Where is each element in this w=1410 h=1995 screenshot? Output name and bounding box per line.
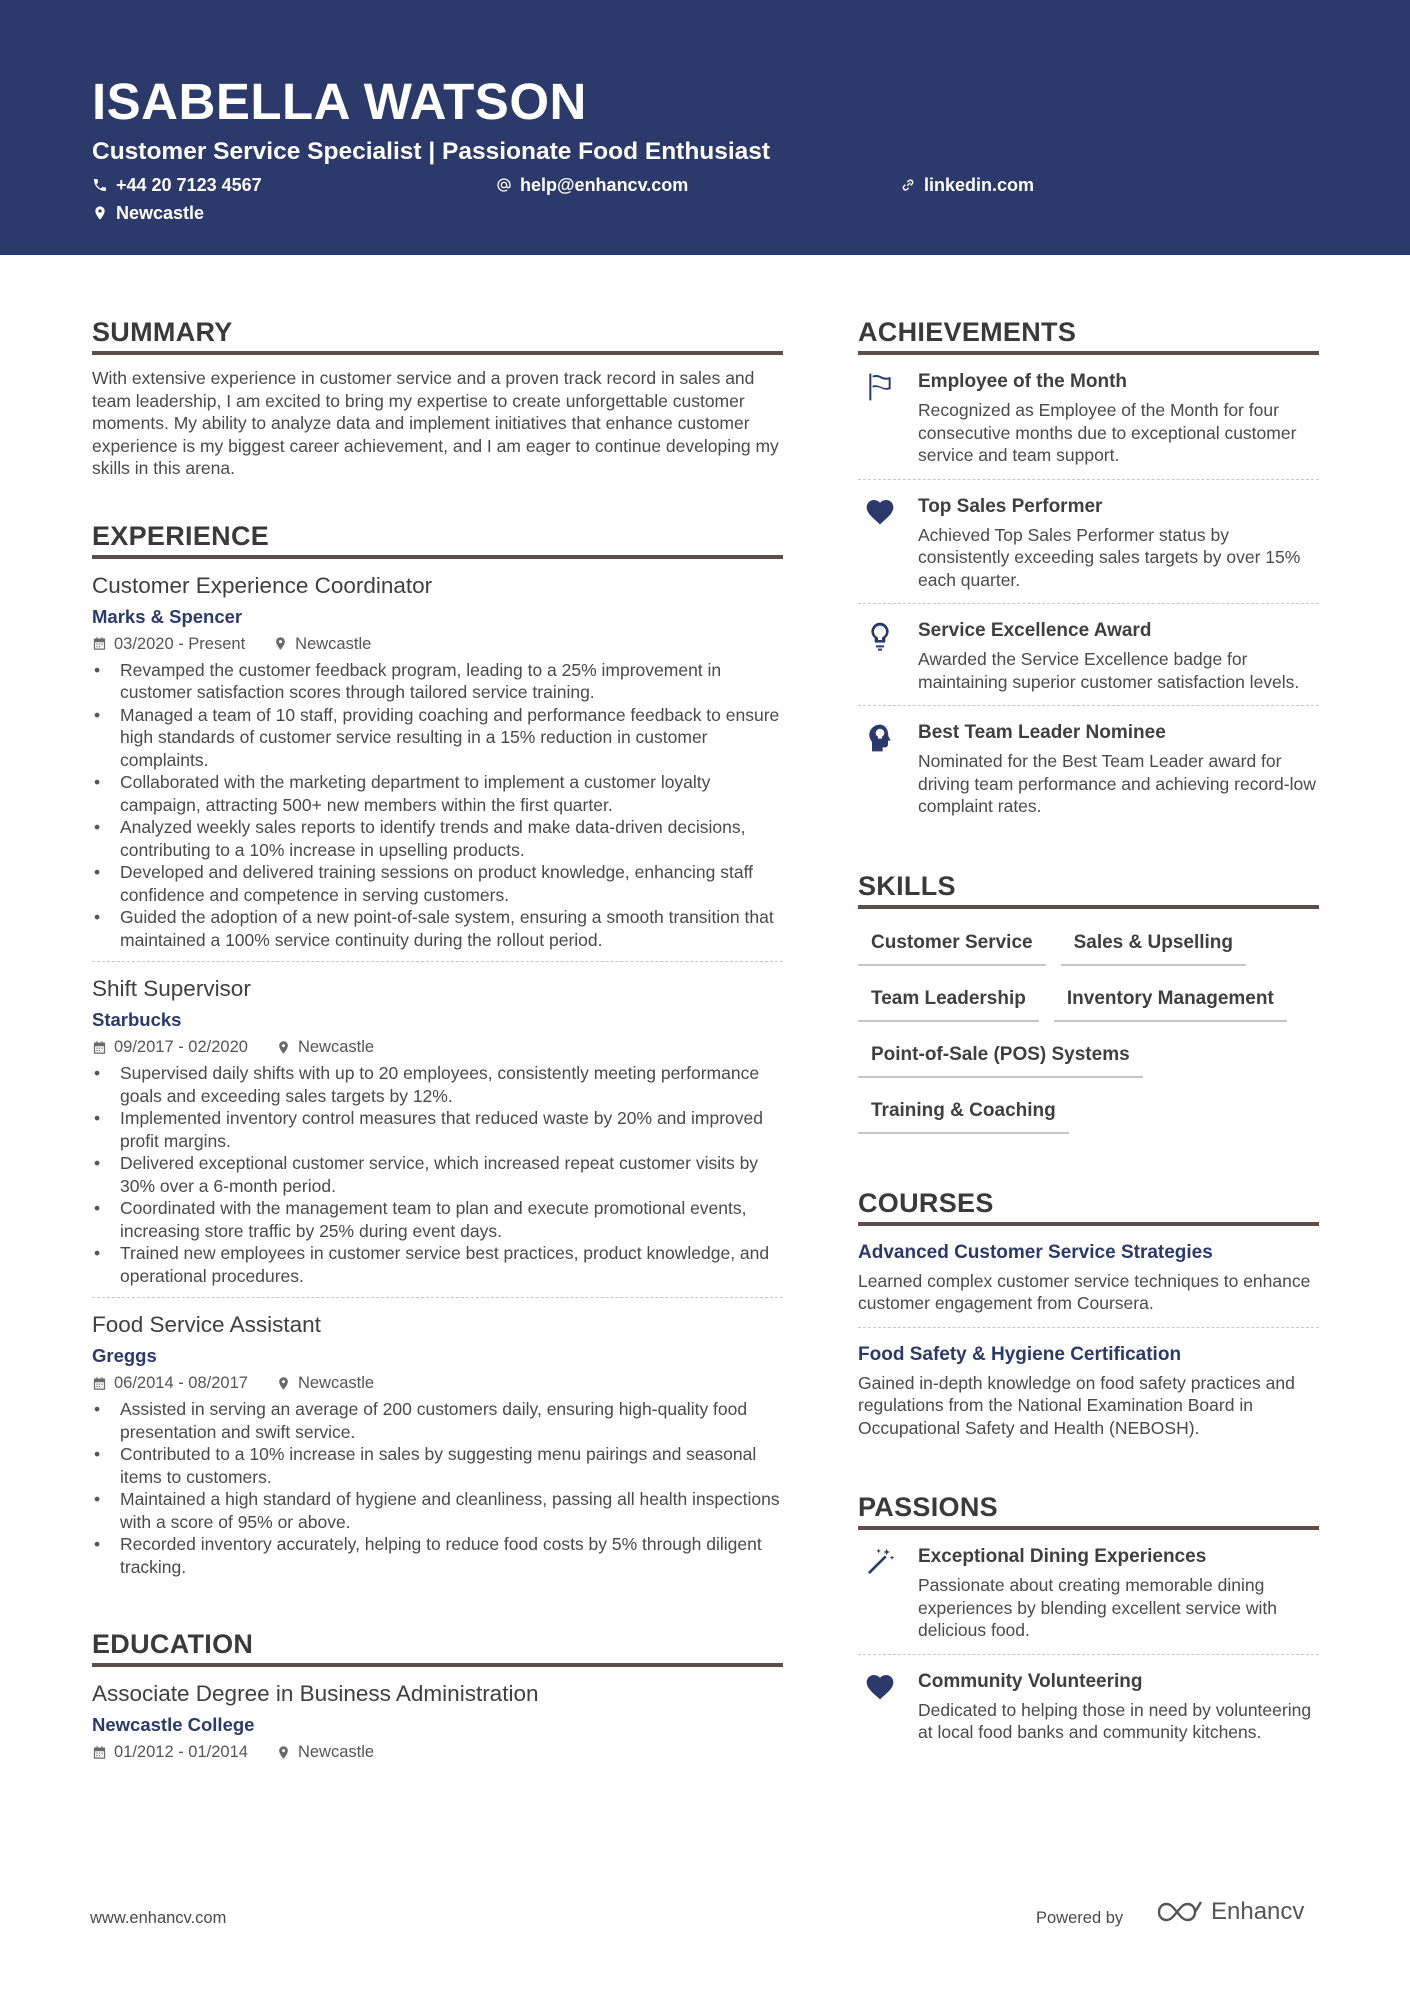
enhancv-brand-text: Enhancv [1211, 1898, 1305, 1925]
phone-icon [92, 177, 108, 193]
magic-wand-icon [864, 1546, 896, 1578]
achievement-desc: Achieved Top Sales Performer status by consistently exceeding sales targets by over 15% each quarter. [918, 524, 1301, 590]
job-dates-text: 09/2017 - 02/2020 [114, 1038, 248, 1056]
passion-icon-wrap [858, 1544, 918, 1642]
location-text: Newcastle [116, 203, 205, 223]
job-title: Customer Experience Coordinator [92, 572, 433, 598]
education-dates [92, 1741, 248, 1763]
achievement-title: Best Team Leader Nominee [918, 722, 1166, 743]
job-dates-text: 03/2020 - Present [114, 634, 246, 653]
job-bullets [92, 659, 783, 952]
education-dates-text: 01/2012 - 01/2014 [114, 1743, 248, 1761]
summary-section [92, 316, 783, 480]
school-name: Newcastle College [92, 1714, 255, 1735]
candidate-subtitle: Customer Service Specialist | Passionate Food Enthusiast [92, 138, 771, 165]
company-name: Greggs [92, 1345, 157, 1366]
passions-section [858, 1491, 1319, 1756]
passion-item [858, 1655, 1319, 1756]
company-name: Marks & Spencer [92, 605, 243, 627]
job-entry [92, 962, 783, 1298]
link-icon [900, 177, 916, 193]
achievement-item [858, 480, 1319, 605]
courses-title: COURSES [858, 1187, 1319, 1226]
skills-title: SKILLS [858, 870, 1319, 909]
heart-icon [864, 1671, 896, 1703]
experience-section [92, 520, 783, 1589]
job-meta [92, 1036, 783, 1058]
skill-tag: Training & Coaching [858, 1091, 1069, 1134]
job-entry [92, 559, 783, 963]
candidate-name: ISABELLA WATSON [92, 73, 587, 130]
contact-email[interactable] [496, 173, 688, 197]
course-item [858, 1328, 1319, 1452]
skill-tag: Inventory Management [1054, 979, 1287, 1022]
footer-powered-by: Powered by [1036, 1909, 1124, 1927]
course-item [858, 1226, 1319, 1328]
enhancv-logo[interactable] [1155, 1898, 1304, 1926]
education-meta [92, 1741, 783, 1763]
achievement-icon-wrap [858, 369, 918, 467]
bullet-item: • Trained new employees in customer service best practices, product knowledge, and operational procedures. [92, 1242, 783, 1287]
passions-title: PASSIONS [858, 1491, 1319, 1530]
bullet-item: • Guided the adoption of a new point-of-sale system, ensuring a smooth transition that maintained a 100% service continuity during the rollout period. [92, 906, 783, 951]
flag-icon [864, 371, 896, 403]
passion-item [858, 1530, 1319, 1655]
course-title: Food Safety & Hygiene Certification [858, 1343, 1182, 1365]
achievement-title: Service Excellence Award [918, 620, 1152, 641]
job-location [273, 633, 371, 655]
calendar-icon [92, 1745, 107, 1760]
location-pin-icon [276, 1745, 291, 1760]
bullet-item: • Collaborated with the marketing department to implement a customer loyalty campaign, attracting 500+ new members within the first quarter. [92, 771, 783, 816]
job-location [276, 1372, 374, 1394]
skill-tag: Point-of-Sale (POS) Systems [858, 1035, 1143, 1078]
course-desc: Gained in-depth knowledge on food safety practices and regulations from the National Examination Board in Occupational Safety and Health (NEBOSH). [858, 1372, 1295, 1438]
bullet-item: • Supervised daily shifts with up to 20 employees, consistently meeting performance goals and exceeding sales targets by 12%. [92, 1062, 783, 1107]
job-meta [92, 1372, 783, 1394]
bullet-item: • Revamped the customer feedback program, leading to a 25% improvement in customer satisfaction scores through tailored service training. [92, 659, 783, 704]
achievement-desc: Awarded the Service Excellence badge for maintaining superior customer satisfaction levels. [918, 649, 1300, 692]
job-dates-text: 06/2014 - 08/2017 [114, 1374, 248, 1392]
skills-list [858, 923, 1319, 1147]
linkedin-text[interactable]: linkedin.com [924, 175, 1035, 195]
passion-title: Exceptional Dining Experiences [918, 1546, 1207, 1567]
achievement-desc: Nominated for the Best Team Leader award for driving team performance and achieving record-low complaint rates. [918, 751, 1316, 816]
footer-url[interactable]: www.enhancv.com [90, 1909, 227, 1927]
bullet-item: • Maintained a high standard of hygiene and cleanliness, passing all health inspections with a score of 95% or above. [92, 1488, 783, 1533]
course-desc: Learned complex customer service techniques to enhance customer engagement from Coursera. [858, 1270, 1311, 1313]
job-location-text: Newcastle [295, 634, 372, 653]
achievements-title: ACHIEVEMENTS [858, 316, 1319, 355]
company-name: Starbucks [92, 1009, 182, 1030]
calendar-icon [92, 636, 107, 651]
achievement-title: Employee of the Month [918, 371, 1127, 392]
summary-title: SUMMARY [92, 316, 783, 355]
achievement-title: Top Sales Performer [918, 495, 1103, 517]
passion-icon-wrap [858, 1669, 918, 1744]
location-pin-icon [276, 1376, 291, 1391]
job-title: Shift Supervisor [92, 976, 251, 1001]
skill-tag: Sales & Upselling [1061, 923, 1246, 966]
job-bullets [92, 1398, 783, 1578]
bullet-item: • Analyzed weekly sales reports to identify trends and make data-driven decisions, contributing to a 10% increase in upselling products. [92, 816, 783, 861]
bullet-item: • Managed a team of 10 staff, providing coaching and performance feedback to ensure high standards of customer service resulting in a 15% reduction in customer complaints. [92, 704, 783, 772]
contact-location [92, 201, 204, 225]
left-column [92, 316, 783, 1813]
achievement-item [858, 355, 1319, 480]
calendar-icon [92, 1040, 107, 1055]
summary-text: With extensive experience in customer service and a proven track record in sales and team leadership, I am excited to bring my expertise to create unforgettable customer moments. My ability to analyze data and implement initiatives that enhance customer experience is my biggest career achievement, and I am eager to continue developing my skills in this arena. [92, 368, 779, 478]
phone-text: +44 20 7123 4567 [116, 175, 262, 195]
skills-section [858, 870, 1319, 1147]
job-meta [92, 633, 783, 655]
right-column [858, 316, 1319, 1796]
at-icon [496, 177, 512, 193]
heart-icon [864, 496, 896, 528]
bullet-item: • Assisted in serving an average of 200 customers daily, ensuring high-quality food presentation and swift service. [92, 1398, 783, 1443]
bullet-item: • Contributed to a 10% increase in sales by suggesting menu pairings and seasonal items to customers. [92, 1443, 783, 1488]
education-location [276, 1741, 374, 1763]
education-title: EDUCATION [92, 1628, 783, 1667]
bullet-item: • Coordinated with the management team to plan and execute promotional events, increasing store traffic by 25% during event days. [92, 1197, 783, 1242]
lightbulb-icon [864, 620, 896, 652]
email-text[interactable]: help@enhancv.com [520, 175, 689, 195]
location-pin-icon [276, 1040, 291, 1055]
job-location [276, 1036, 374, 1058]
achievement-icon-wrap [858, 618, 918, 693]
contact-linkedin[interactable] [900, 173, 1034, 197]
education-section [92, 1628, 783, 1773]
passion-title: Community Volunteering [918, 1670, 1143, 1692]
achievements-section [858, 316, 1319, 830]
head-idea-icon [864, 722, 896, 754]
job-entry [92, 1298, 783, 1588]
skill-tag: Customer Service [858, 923, 1046, 966]
achievement-icon-wrap [858, 720, 918, 818]
job-location-text: Newcastle [297, 1038, 375, 1056]
job-title: Food Service Assistant [92, 1312, 321, 1337]
courses-section [858, 1187, 1319, 1452]
enhancv-logo-icon [1155, 1898, 1203, 1926]
location-pin-icon [92, 205, 108, 221]
education-location-text: Newcastle [297, 1743, 375, 1761]
education-entry [92, 1667, 783, 1773]
achievement-item [858, 706, 1319, 830]
job-dates [92, 1036, 248, 1058]
experience-title: EXPERIENCE [92, 520, 783, 559]
course-title: Advanced Customer Service Strategies [858, 1241, 1213, 1263]
passion-desc: Passionate about creating memorable dining experiences by blending excellent service with delicious food. [918, 1575, 1277, 1640]
achievement-desc: Recognized as Employee of the Month for four consecutive months due to exceptional customer service and team support. [918, 400, 1297, 465]
achievement-item [858, 604, 1319, 706]
degree-title: Associate Degree in Business Administration [92, 1681, 539, 1706]
job-bullets [92, 1062, 783, 1287]
location-pin-icon [273, 636, 288, 651]
job-location-text: Newcastle [297, 1374, 375, 1392]
skill-tag: Team Leadership [858, 979, 1039, 1022]
passion-desc: Dedicated to helping those in need by volunteering at local food banks and community kitchens. [918, 1699, 1312, 1742]
achievement-icon-wrap [858, 494, 918, 592]
bullet-item: • Developed and delivered training sessions on product knowledge, enhancing staff confidence and competence in serving customers. [92, 861, 783, 906]
contact-phone [92, 173, 262, 197]
resume-header [0, 0, 1410, 255]
calendar-icon [92, 1376, 107, 1391]
job-dates [92, 1372, 248, 1394]
bullet-item: • Delivered exceptional customer service, which increased repeat customer visits by 30% over a 6-month period. [92, 1152, 783, 1197]
bullet-item: • Implemented inventory control measures that reduced waste by 20% and improved profit margins. [92, 1107, 783, 1152]
bullet-item: • Recorded inventory accurately, helping to reduce food costs by 5% through diligent tracking. [92, 1533, 783, 1578]
job-dates [92, 633, 245, 655]
